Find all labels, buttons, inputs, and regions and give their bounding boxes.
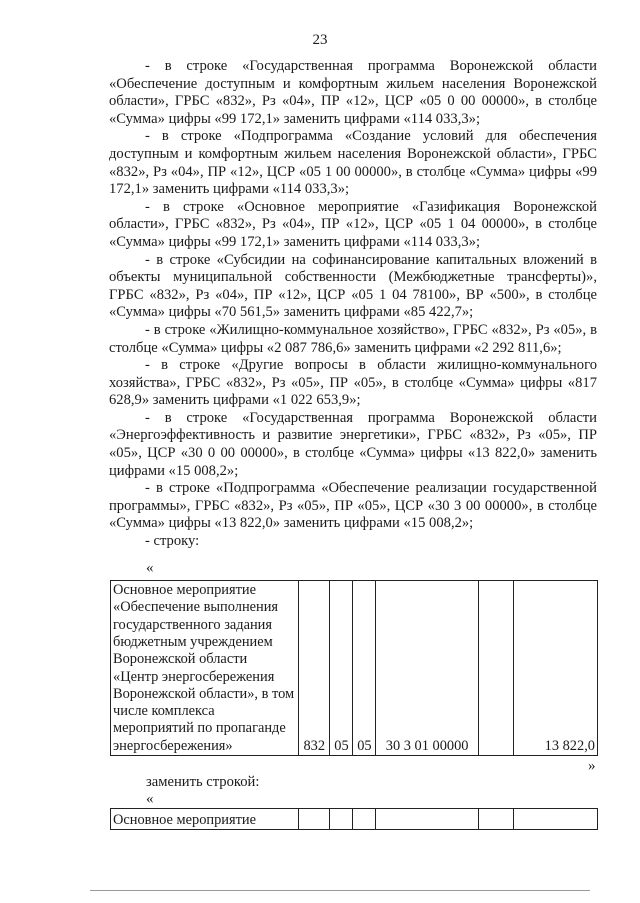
replace-label: заменить строкой: xyxy=(146,774,260,790)
paragraph: - в строке «Субсидии на софинансирование капитальных вложений в объекты муниципальной собственности (Межбюджетные трансферты)», ГРБС «832», Рз «04», ПР «12», ЦСР «05 1 04 78100», ВР «500», в столбце «Сумма» цифры «70 561,5» заменить цифрами «85 422,7»; xyxy=(109,251,597,321)
cell-name: Основное мероприятие «Обеспечение выполнения государственного задания бюджетным учреждением Воронежской области «Центр энергосбережения Воронежской области», в том числе комплекса мероприятий по пропаганде энергосбережения» xyxy=(111,581,299,756)
cell-csr: 30 3 01 00000 xyxy=(376,581,478,756)
old-row-table xyxy=(110,580,598,756)
paragraph: - в строке «Другие вопросы в области жилищно-коммунального хозяйства», ГРБС «832», Рз «05», ПР «05», в столбце «Сумма» цифры «817 628,9» заменить цифрами «1 022 653,9»; xyxy=(109,357,597,409)
cell-grbs: 832 xyxy=(299,581,330,756)
paragraph: - в строке «Подпрограмма «Обеспечение реализации государственной программы», ГРБС «832», Рз «05», ПР «05», ЦСР «30 3 00 00000», в столбце «Сумма» цифры «13 822,0» заменить цифрами «15 008,2»; xyxy=(109,480,597,532)
paragraph: - в строке «Жилищно-коммунальное хозяйство», ГРБС «832», Рз «05», в столбце «Сумма» цифры «2 087 786,6» заменить цифрами «2 292 811,6»; xyxy=(109,321,597,356)
cell-rz xyxy=(330,809,353,830)
cell-rz: 05 xyxy=(330,581,353,756)
table-row xyxy=(111,809,598,830)
opening-quote: « xyxy=(146,560,154,576)
cell-sum xyxy=(514,809,598,830)
cell-grbs xyxy=(299,809,330,830)
cell-pr xyxy=(353,809,376,830)
paragraph: - в строке «Подпрограмма «Создание условий для обеспечения доступным и комфортным жильем населения Воронежской области», ГРБС «832», Рз «04», ПР «12», ЦСР «05 1 00 00000», в столбце «Сумма» цифры «99 172,1» заменить цифрами «114 033,3»; xyxy=(109,128,597,198)
paragraph: - в строке «Основное мероприятие «Газификация Воронежской области», ГРБС «832», Рз «04», ПР «12», ЦСР «05 1 04 00000», в столбце «Сумма» цифры «99 172,1» заменить цифрами «114 033,3»; xyxy=(109,198,597,250)
new-row-table xyxy=(110,808,598,830)
paragraph: - в строке «Государственная программа Воронежской области «Энергоэффективность и развитие энергетики», ГРБС «832», Рз «05», ПР «05», ЦСР «30 0 00 00000», в столбце «Сумма» цифры «13 822,0» заменить цифрами «15 008,2»; xyxy=(109,409,597,479)
cell-vr xyxy=(478,581,514,756)
bottom-rule xyxy=(90,890,590,891)
cell-name: Основное мероприятие xyxy=(111,809,299,830)
table-row xyxy=(111,581,598,756)
cell-vr xyxy=(478,809,514,830)
cell-sum: 13 822,0 xyxy=(514,581,598,756)
cell-pr: 05 xyxy=(353,581,376,756)
paragraph: - строку: xyxy=(145,533,200,550)
opening-quote: « xyxy=(146,791,154,807)
page-number: 23 xyxy=(312,32,328,48)
amendment-text xyxy=(109,58,597,551)
paragraph: - в строке «Государственная программа Воронежской области «Обеспечение доступным и комфортным жильем населения Воронежской области», ГРБС «832», Рз «04», ПР «12», ЦСР «05 0 00 00000», в столбце «Сумма» цифры «99 172,1» заменить цифрами «114 033,3»; xyxy=(109,58,597,127)
cell-csr xyxy=(376,809,478,830)
closing-quote: » xyxy=(588,758,596,774)
